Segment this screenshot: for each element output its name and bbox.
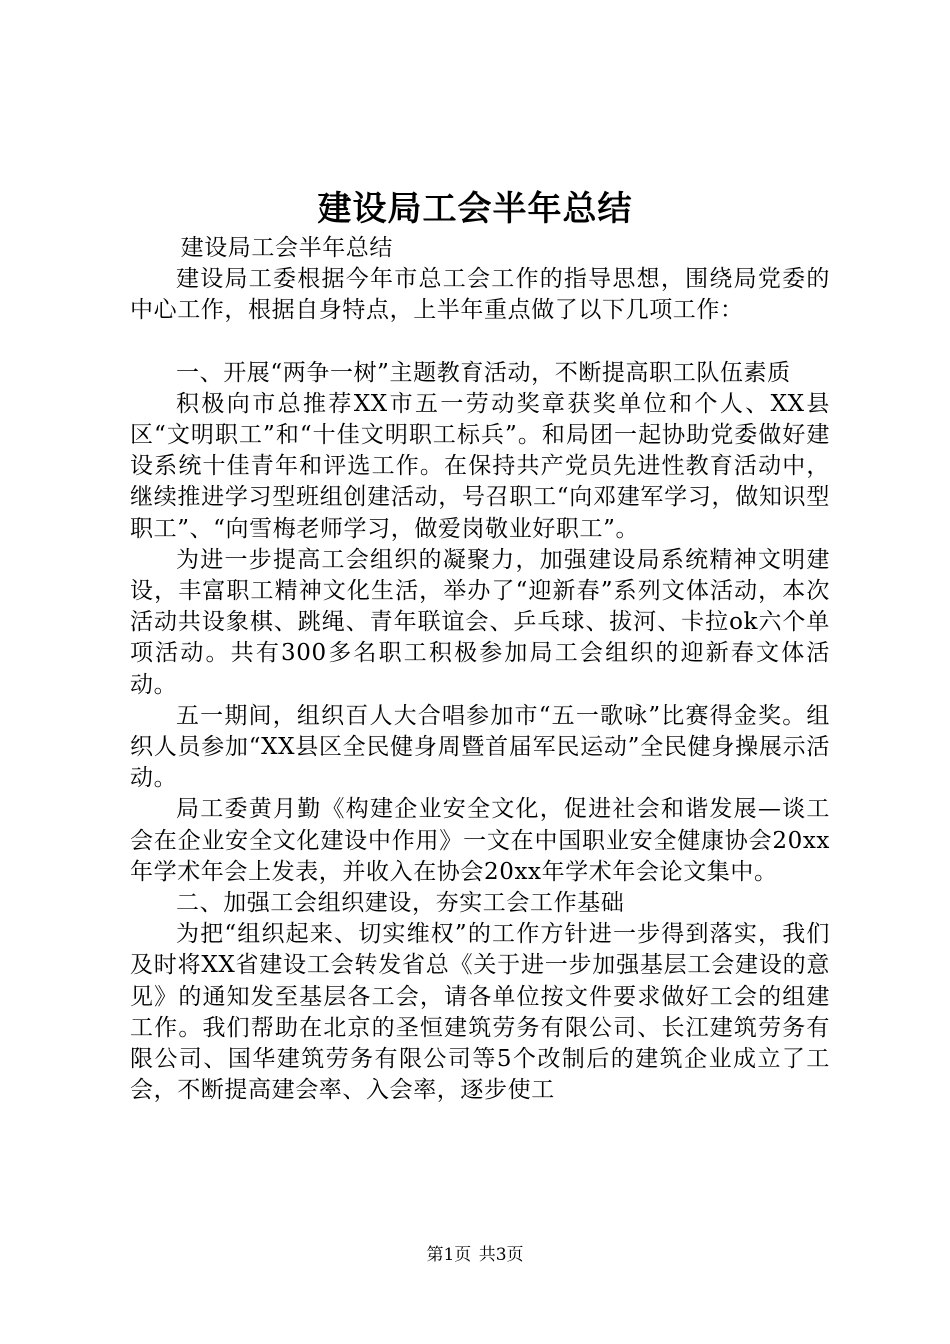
section-heading-2: 二、加强工会组织建设，夯实工会工作基础 xyxy=(176,890,625,917)
body-paragraph: 局工委黄月勤《构建企业安全文化，促进社会和谐发展—谈工会在企业安全文化建设中作用》一文在中国职业安全健康协会20xx年学术年会上发表，并收入在协会20xx年学术年会论文集中。 xyxy=(130,796,830,885)
page-footer xyxy=(0,1244,950,1266)
body-paragraph: 为进一步提高工会组织的凝聚力，加强建设局系统精神文明建设，丰富职工精神文化生活，举办了“迎新春”系列文体活动，本次活动共设象棋、跳绳、青年联谊会、乒乓球、拔河、卡拉ok六个单项活动。共有300多名职工积极参加局工会组织的迎新春文体活动。 xyxy=(130,546,830,698)
document-title: 建设局工会半年总结 xyxy=(317,189,633,229)
paragraph-spacer xyxy=(130,327,830,358)
body-paragraph: 五一期间，组织百人大合唱参加市“五一歌咏”比赛得金奖。组织人员参加“XX县区全民健身周暨首届军民运动”全民健身操展示活动。 xyxy=(130,702,830,792)
subtitle-paragraph: 建设局工会半年总结 xyxy=(180,235,393,261)
page-total: 共3页 xyxy=(478,1245,524,1265)
document-body xyxy=(130,233,830,1106)
body-paragraph: 积极向市总推荐XX市五一劳动奖章获奖单位和个人、XX县区“文明职工”和“十佳文明职工标兵”。和局团一起协助党委做好建设系统十佳青年和评选工作。在保持共产党员先进性教育活动中，继续推进学习型班组创建活动，号召职工“向邓建军学习，做知识型职工”、“向雪梅老师学习，做爱岗敬业好职工”。 xyxy=(130,390,830,542)
section-heading-1: 一、开展“两争一树”主题教育活动，不断提高职工队伍素质 xyxy=(176,359,791,386)
body-paragraph: 为把“组织起来、切实维权”的工作方针进一步得到落实，我们及时将XX省建设工会转发省总《关于进一步加强基层工会建设的意见》的通知发至基层各工会，请各单位按文件要求做好工会的组建工作。我们帮助在北京的圣恒建筑劳务有限公司、长江建筑劳务有限公司、国华建筑劳务有限公司等5个改制后的建筑企业成立了工会，不断提高建会率、入会率，逐步使工 xyxy=(130,921,830,1104)
page-number: 第1页 xyxy=(426,1245,472,1265)
intro-paragraph: 建设局工委根据今年市总工会工作的指导思想，围绕局党委的中心工作，根据自身特点，上半年重点做了以下几项工作： xyxy=(130,266,830,324)
